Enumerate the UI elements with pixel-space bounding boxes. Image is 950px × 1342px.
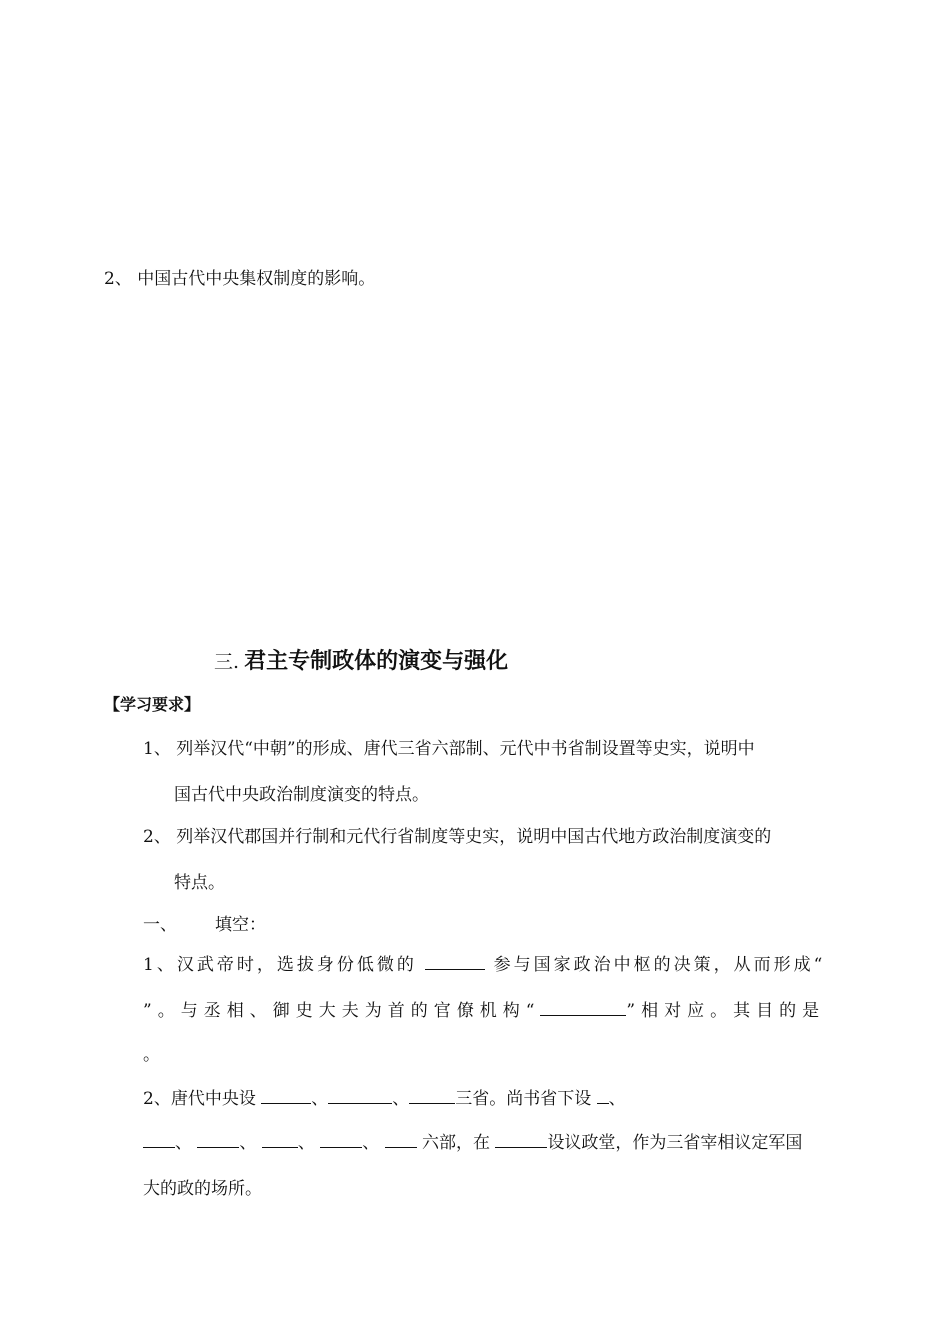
requirement-2-line1: 2、 列举汉代郡国并行制和元代行省制度等史实，说明中国古代地方政治制度演变的 [143,827,772,847]
fill-2-sep: 、 [362,1133,380,1153]
fill-1-line1 [143,950,825,975]
fill-2-blank-5[interactable] [143,1131,175,1148]
fill-2-sep: 、 [311,1089,329,1109]
fill-2-blank-9[interactable] [385,1131,417,1148]
question-2-influence: 2、 中国古代中央集权制度的影响。 [104,269,376,289]
fill-2-text-b: 三省。尚书省下设 [455,1089,592,1109]
fill-1-text-a: 1、汉武帝时，选拔身份低微的 [143,955,417,975]
fill-2-sep: 、 [239,1133,257,1153]
fill-2-text-a: 2、唐代中央设 [143,1089,256,1109]
requirement-1-line1: 1、 列举汉代“中朝”的形成、唐代三省六部制、元代中书省制设置等史实，说明中 [143,739,755,759]
fill-2-blank-2[interactable] [328,1087,392,1104]
section-heading [214,644,508,675]
fill-1-blank-2[interactable] [540,999,626,1016]
section-number: 三. [214,651,240,673]
section-title: 君主专制政体的演变与强化 [244,648,509,674]
fill-header-number: 一、 [143,915,177,935]
fill-2-blank-7[interactable] [262,1131,298,1148]
requirement-1-line2: 国古代中央政治制度演变的特点。 [174,785,429,805]
fill-2-sep: 、 [608,1089,626,1109]
fill-1-line2 [143,996,825,1021]
requirement-2-line2: 特点。 [174,873,225,893]
fill-2-sep: 、 [297,1133,315,1153]
fill-1-blank-1[interactable] [425,953,485,970]
fill-2-line2 [143,1128,802,1153]
fill-2-blank-10[interactable] [495,1131,547,1148]
fill-2-blank-3[interactable] [409,1087,455,1104]
fill-2-text-d: 设议政堂，作为三省宰相议定军国 [547,1133,803,1153]
fill-1-text-d: ”相对应。其目的是 [626,1001,826,1021]
fill-2-blank-6[interactable] [197,1131,239,1148]
fill-2-text-c: 六部，在 [422,1133,491,1153]
fill-2-blank-4[interactable] [597,1087,609,1104]
fill-1-text-c: ”。与丞相、御史大夫为首的官僚机构“ [143,1001,541,1021]
fill-2-line1 [143,1084,626,1109]
fill-2-blank-1[interactable] [261,1087,311,1104]
fill-header-label: 填空： [215,915,266,935]
fill-1-end: 。 [143,1045,160,1065]
fill-header [143,910,266,935]
fill-2-sep: 、 [392,1089,410,1109]
fill-2-blank-8[interactable] [320,1131,362,1148]
fill-2-sep: 、 [175,1133,192,1153]
fill-1-text-b: 参与国家政治中枢的决策，从而形成“ [493,955,826,975]
requirements-header: 【学习要求】 [104,695,201,714]
fill-2-line3: 大的政的场所。 [143,1179,262,1199]
